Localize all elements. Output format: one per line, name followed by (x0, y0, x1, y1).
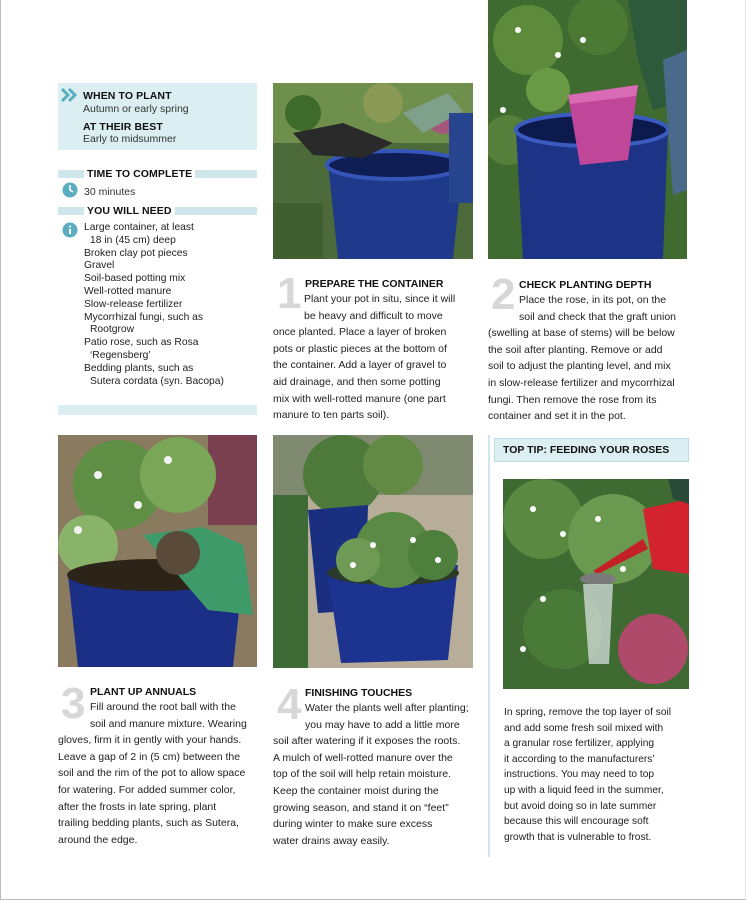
text-line: pots or plastic pieces at the bottom of (273, 342, 447, 355)
text-line: because this will encourage soft (504, 816, 649, 828)
text-line: mix with well-rotted manure (one part (273, 392, 446, 405)
text-line: the container. Add a layer of gravel to (273, 359, 447, 372)
step-4-text (273, 700, 478, 849)
text-line: up with a liquid feed in the summer, (504, 784, 664, 796)
materials-list (84, 222, 259, 388)
info-box-footer-bar (58, 405, 257, 415)
step-3-number: 3 (61, 679, 86, 728)
list-item: Broken clay pot pieces (84, 247, 188, 259)
text-line: water drains away easily. (273, 834, 390, 847)
photo-check-depth (488, 0, 687, 259)
text-line: gloves, firm it in gently with your hands. (58, 734, 242, 747)
step-4-title: FINISHING TOUCHES (305, 687, 413, 699)
list-item: Sutera cordata (syn. Bacopa) (90, 375, 224, 387)
you-will-need-label: YOU WILL NEED (84, 205, 175, 217)
text-line: fungi. Then remove the rose from its (488, 393, 657, 406)
list-item: 18 in (45 cm) deep (90, 234, 176, 246)
text-line: it according to the manufacturers’ (504, 753, 655, 765)
at-their-best-label: AT THEIR BEST (83, 121, 163, 133)
text-line: A mulch of well-rotted manure over the (273, 751, 453, 764)
text-line: be heavy and difficult to move (304, 309, 443, 322)
text-line: a granular rose fertilizer, applying (504, 738, 655, 750)
photo-feeding-roses (503, 479, 689, 689)
list-item: Gravel (84, 260, 115, 272)
text-line: after the frosts in late spring, plant (58, 800, 217, 813)
text-line: around the edge. (58, 833, 138, 846)
text-line: Water the plants well after planting; (305, 702, 469, 714)
list-item: Mycorrhizal fungi, such as (84, 311, 204, 323)
text-line: soil to adjust the planting level, and mix (488, 360, 671, 373)
step-2-title: CHECK PLANTING DEPTH (519, 279, 652, 291)
text-line: (swelling at base of stems) will be below (488, 327, 675, 340)
text-line: soil and check that the graft union (519, 310, 677, 323)
time-to-complete-label: TIME TO COMPLETE (84, 168, 195, 180)
text-line: aid drainage, and then some potting (273, 375, 441, 388)
step-1-number: 1 (277, 269, 302, 318)
text-line: Leave a gap of 2 in (5 cm) between the (58, 750, 241, 763)
list-item: Large container, at least (84, 222, 194, 233)
photo-prepare-container (273, 83, 473, 259)
text-line: you may have to add a little more (305, 718, 460, 731)
list-item: Patio rose, such as Rosa (84, 337, 199, 349)
step-3-title: PLANT UP ANNUALS (90, 686, 197, 698)
text-line: growing season, and stand it on “feet” (273, 801, 449, 814)
planting-info-box (58, 83, 257, 150)
text-line: soil and manure mixture. Wearing (90, 717, 247, 730)
text-line: but avoid doing so in late summer (504, 800, 657, 812)
top-tip-title: TOP TIP: FEEDING YOUR ROSES (494, 438, 689, 462)
text-line: container and set it in the pot. (488, 410, 626, 423)
text-line: manure to ten parts soil). (273, 409, 390, 422)
text-line: during winter to make sure excess (273, 818, 433, 831)
text-line: instructions. You may need to top (504, 769, 655, 781)
when-to-plant-label: WHEN TO PLANT (83, 90, 172, 102)
double-chevron-icon (61, 88, 79, 107)
when-to-plant-value: Autumn or early spring (83, 103, 189, 115)
info-icon (62, 222, 78, 243)
list-item: Bedding plants, such as (84, 362, 194, 374)
top-tip-text (504, 705, 690, 845)
text-line: growth that is vulnerable to frost. (504, 831, 652, 843)
step-1-title: PREPARE THE CONTAINER (305, 278, 444, 290)
text-line: trailing bedding plants, such as Sutera, (58, 817, 239, 830)
step-4-number: 4 (277, 680, 302, 729)
photo-finishing-touches (273, 435, 473, 668)
text-line: Fill around the root ball with the (90, 701, 236, 713)
text-line: Plant your pot in situ, since it will (304, 293, 456, 305)
text-line: for watering. For added summer color, (58, 783, 236, 796)
time-value: 30 minutes (84, 186, 136, 198)
clock-icon (62, 182, 78, 203)
text-line: and add some fresh soil mixed with (504, 722, 664, 734)
at-their-best-value: Early to midsummer (83, 133, 177, 145)
list-item: ‘Regensberg’ (90, 349, 151, 361)
list-item: Soil-based potting mix (84, 273, 186, 285)
text-line: once planted. Place a layer of broken (273, 326, 447, 339)
text-line: soil after watering if it exposes the roots. (273, 735, 461, 748)
step-1-text (273, 291, 473, 424)
list-item: Well-rotted manure (84, 285, 172, 297)
step-3-text (58, 699, 263, 848)
step-2-text (488, 292, 693, 425)
text-line: Keep the container moist during the (273, 784, 439, 797)
list-item: Rootgrow (90, 324, 135, 336)
text-line: in slow-release fertilizer and mycorrhizal (488, 376, 675, 389)
list-item: Slow-release fertilizer (84, 298, 183, 310)
photo-plant-annuals (58, 435, 257, 667)
step-2-number: 2 (491, 270, 516, 319)
text-line: the soil after planting. Remove or add (488, 343, 663, 356)
text-line: top of the soil will help retain moisture. (273, 768, 452, 781)
text-line: soil and the rim of the pot to allow space (58, 767, 246, 780)
top-tip-box (488, 435, 688, 857)
text-line: Place the rose, in its pot, on the (519, 294, 667, 306)
text-line: In spring, remove the top layer of soil (504, 707, 672, 718)
